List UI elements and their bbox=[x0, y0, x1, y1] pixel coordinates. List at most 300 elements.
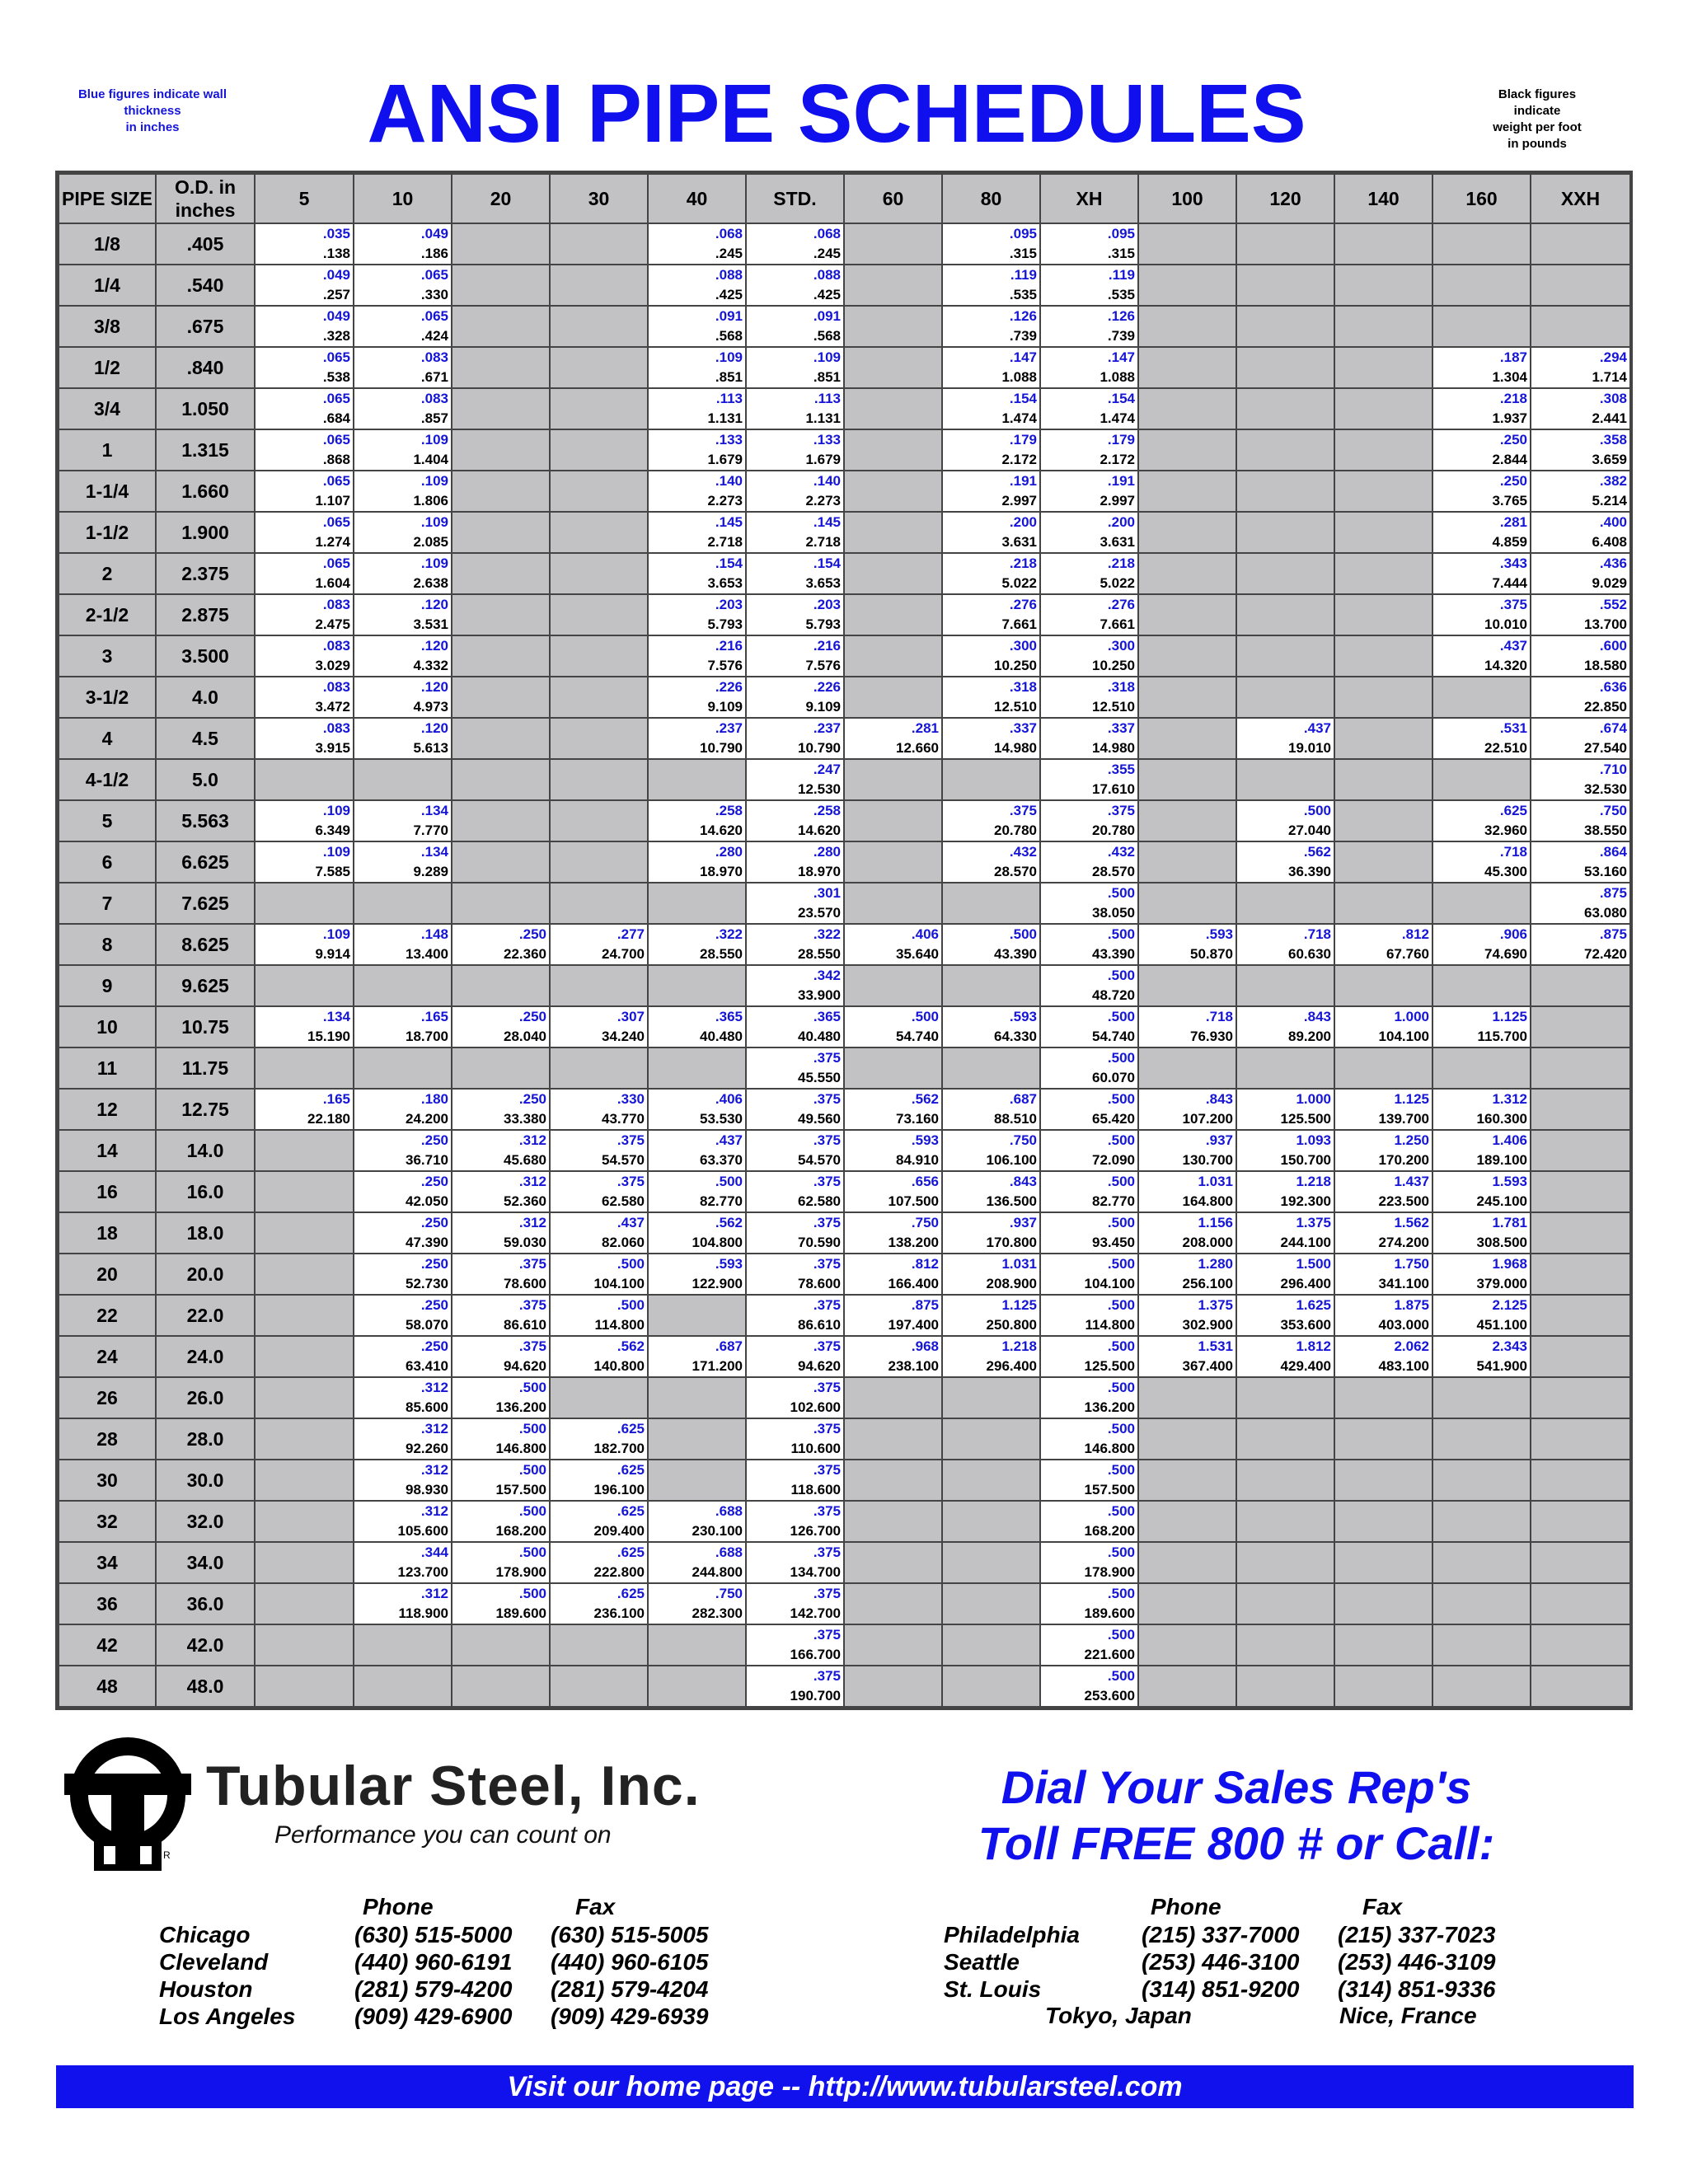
table-row bbox=[59, 1336, 1630, 1377]
schedule-cell bbox=[255, 635, 354, 677]
weight-per-foot: 35.640 bbox=[896, 946, 939, 962]
schedule-cell-empty bbox=[1138, 1624, 1236, 1666]
schedule-cell-empty bbox=[844, 965, 942, 1006]
weight-per-foot: 296.400 bbox=[1280, 1276, 1331, 1291]
homepage-link-text[interactable]: Visit our home page -- http://www.tubularsteel.com bbox=[507, 2071, 1183, 2102]
weight-per-foot: 2.718 bbox=[805, 534, 841, 550]
weight-per-foot: .535 bbox=[1107, 287, 1135, 302]
wall-thickness: .593 bbox=[911, 1132, 939, 1148]
schedule-cell bbox=[746, 388, 844, 429]
wall-thickness: .375 bbox=[813, 1050, 841, 1066]
weight-per-foot: 190.700 bbox=[790, 1688, 841, 1704]
wall-thickness: .109 bbox=[322, 844, 350, 860]
outer-diameter-cell: 2.875 bbox=[156, 594, 255, 635]
weight-per-foot: 6.408 bbox=[1592, 534, 1627, 550]
schedule-cell-empty bbox=[1531, 1295, 1630, 1336]
schedule-cell-empty bbox=[255, 1418, 354, 1460]
wall-thickness: .113 bbox=[814, 391, 841, 406]
wall-thickness: .343 bbox=[1499, 555, 1527, 571]
schedule-cell bbox=[1432, 429, 1531, 471]
outer-diameter-cell: 7.625 bbox=[156, 883, 255, 924]
weight-per-foot: 17.610 bbox=[1092, 781, 1135, 797]
schedule-cell-empty bbox=[942, 1460, 1040, 1501]
schedule-cell-empty bbox=[1334, 1418, 1432, 1460]
schedule-cell bbox=[746, 965, 844, 1006]
schedule-cell-empty bbox=[844, 1460, 942, 1501]
weight-per-foot: 38.050 bbox=[1092, 905, 1135, 921]
wall-thickness: .187 bbox=[1499, 349, 1527, 365]
schedule-cell bbox=[255, 471, 354, 512]
schedule-cell bbox=[1334, 1006, 1432, 1047]
weight-per-foot: .245 bbox=[813, 246, 841, 261]
schedule-cell-empty bbox=[452, 347, 550, 388]
weight-per-foot: 140.800 bbox=[593, 1358, 645, 1374]
schedule-cell-empty bbox=[844, 759, 942, 800]
weight-per-foot: 78.600 bbox=[798, 1276, 841, 1291]
weight-per-foot: 70.590 bbox=[798, 1235, 841, 1250]
schedule-cell-empty bbox=[844, 1047, 942, 1089]
schedule-cell bbox=[354, 306, 452, 347]
wall-thickness: .500 bbox=[715, 1174, 743, 1189]
outer-diameter-cell: 28.0 bbox=[156, 1418, 255, 1460]
wall-thickness: .083 bbox=[322, 720, 350, 736]
office-phone: (909) 429-6900 bbox=[354, 2004, 513, 2029]
weight-per-foot: 2.441 bbox=[1592, 410, 1627, 426]
wall-thickness: .237 bbox=[813, 720, 841, 736]
wall-thickness: .375 bbox=[518, 1338, 546, 1354]
schedule-cell bbox=[648, 429, 746, 471]
outer-diameter-cell: 12.75 bbox=[156, 1089, 255, 1130]
schedule-cell bbox=[1040, 1130, 1138, 1171]
schedule-cell-empty bbox=[1531, 1130, 1630, 1171]
column-header: 30 bbox=[550, 174, 648, 223]
schedule-cell bbox=[942, 635, 1040, 677]
wall-thickness: .500 bbox=[1107, 1174, 1135, 1189]
weight-per-foot: 189.100 bbox=[1476, 1152, 1527, 1168]
table-header-row bbox=[59, 174, 1630, 223]
wall-thickness: .140 bbox=[715, 473, 743, 489]
wall-thickness: .625 bbox=[1499, 803, 1527, 818]
schedule-cell-empty bbox=[844, 800, 942, 841]
wall-thickness: .625 bbox=[617, 1503, 645, 1519]
schedule-cell bbox=[354, 841, 452, 883]
weight-per-foot: 10.790 bbox=[700, 740, 743, 756]
office-phone: (281) 579-4200 bbox=[354, 1976, 513, 2002]
weight-per-foot: 14.320 bbox=[1484, 658, 1527, 673]
table-row bbox=[59, 883, 1630, 924]
wall-thickness: .250 bbox=[420, 1256, 448, 1272]
schedule-cell bbox=[1236, 1006, 1334, 1047]
weight-per-foot: 5.022 bbox=[1100, 575, 1135, 591]
wall-thickness: .065 bbox=[420, 267, 448, 283]
outer-diameter-cell: 4.5 bbox=[156, 718, 255, 759]
pipe-size-cell: 34 bbox=[59, 1542, 156, 1583]
weight-per-foot: 164.800 bbox=[1182, 1193, 1233, 1209]
pipe-size-cell: 20 bbox=[59, 1254, 156, 1295]
schedule-cell bbox=[942, 1336, 1040, 1377]
legend-wall-line: Blue figures indicate wall bbox=[77, 87, 227, 101]
schedule-cell-empty bbox=[1334, 512, 1432, 553]
office-city: Cleveland bbox=[159, 1949, 269, 1975]
schedule-cell bbox=[746, 553, 844, 594]
schedule-cell bbox=[1236, 1171, 1334, 1212]
weight-per-foot: 3.653 bbox=[707, 575, 743, 591]
schedule-cell-empty bbox=[1138, 677, 1236, 718]
schedule-cell-empty bbox=[1334, 306, 1432, 347]
schedule-cell-empty bbox=[452, 429, 550, 471]
wall-thickness: .342 bbox=[813, 968, 841, 983]
office-city: Philadelphia bbox=[944, 1922, 1080, 1947]
phone-header-left: Phone bbox=[363, 1894, 434, 1919]
weight-per-foot: 43.770 bbox=[602, 1111, 645, 1127]
schedule-cell-empty bbox=[1138, 1666, 1236, 1707]
table-row bbox=[59, 471, 1630, 512]
weight-per-foot: 28.550 bbox=[798, 946, 841, 962]
pipe-size-cell: 42 bbox=[59, 1624, 156, 1666]
schedule-cell bbox=[746, 306, 844, 347]
schedule-cell-empty bbox=[1334, 841, 1432, 883]
schedule-cell bbox=[746, 594, 844, 635]
weight-per-foot: 250.800 bbox=[986, 1317, 1037, 1333]
schedule-cell bbox=[550, 1583, 648, 1624]
wall-thickness: .250 bbox=[518, 1091, 546, 1107]
wall-thickness: .307 bbox=[617, 1009, 645, 1024]
schedule-cell bbox=[255, 594, 354, 635]
schedule-cell-empty bbox=[1334, 635, 1432, 677]
schedule-cell-empty bbox=[1138, 594, 1236, 635]
weight-per-foot: 2.718 bbox=[707, 534, 743, 550]
weight-per-foot: .851 bbox=[813, 369, 841, 385]
schedule-cell-empty bbox=[1334, 1377, 1432, 1418]
schedule-cell bbox=[844, 718, 942, 759]
outer-diameter-cell: 8.625 bbox=[156, 924, 255, 965]
table-row bbox=[59, 1006, 1630, 1047]
weight-per-foot: 170.800 bbox=[986, 1235, 1037, 1250]
weight-per-foot: 189.600 bbox=[1084, 1605, 1135, 1621]
outer-diameter-cell: 5.0 bbox=[156, 759, 255, 800]
weight-per-foot: 5.793 bbox=[707, 616, 743, 632]
pipe-size-cell: 9 bbox=[59, 965, 156, 1006]
schedule-cell bbox=[452, 1501, 550, 1542]
weight-per-foot: 1.604 bbox=[315, 575, 350, 591]
wall-thickness: .281 bbox=[1499, 514, 1527, 530]
fax-header-left: Fax bbox=[575, 1894, 616, 1919]
schedule-cell bbox=[1531, 512, 1630, 553]
wall-thickness: 1.375 bbox=[1296, 1215, 1331, 1230]
schedule-cell-empty bbox=[648, 1666, 746, 1707]
weight-per-foot: 76.930 bbox=[1190, 1029, 1233, 1044]
schedule-cell bbox=[648, 471, 746, 512]
weight-per-foot: 208.900 bbox=[986, 1276, 1037, 1291]
schedule-cell-empty bbox=[844, 388, 942, 429]
weight-per-foot: 110.600 bbox=[790, 1441, 841, 1456]
pipe-schedule-table bbox=[58, 173, 1631, 1708]
office-city: St. Louis bbox=[944, 1976, 1042, 2002]
schedule-cell bbox=[942, 265, 1040, 306]
wall-thickness: .226 bbox=[813, 679, 841, 695]
schedule-cell-empty bbox=[1334, 800, 1432, 841]
wall-thickness: .500 bbox=[617, 1256, 645, 1272]
wall-thickness: .191 bbox=[1107, 473, 1135, 489]
weight-per-foot: 1.304 bbox=[1492, 369, 1527, 385]
wall-thickness: .500 bbox=[518, 1544, 546, 1560]
schedule-cell-empty bbox=[844, 471, 942, 512]
wall-thickness: 1.218 bbox=[1001, 1338, 1037, 1354]
wall-thickness: .218 bbox=[1107, 555, 1135, 571]
schedule-cell-empty bbox=[452, 759, 550, 800]
wall-thickness: .330 bbox=[617, 1091, 645, 1107]
schedule-cell bbox=[746, 429, 844, 471]
wall-thickness: .203 bbox=[813, 597, 841, 612]
weight-per-foot: .739 bbox=[1107, 328, 1135, 344]
wall-thickness: .312 bbox=[518, 1174, 546, 1189]
schedule-cell-empty bbox=[1531, 1624, 1630, 1666]
wall-thickness: .226 bbox=[715, 679, 743, 695]
schedule-cell-empty bbox=[1432, 883, 1531, 924]
wall-thickness: .500 bbox=[1107, 1544, 1135, 1560]
pipe-schedule-table-frame bbox=[55, 171, 1633, 1710]
office-city-nice: Nice, France bbox=[1339, 2003, 1477, 2028]
weight-per-foot: 160.300 bbox=[1476, 1111, 1527, 1127]
office-city: Los Angeles bbox=[159, 2004, 296, 2029]
schedule-cell bbox=[255, 553, 354, 594]
schedule-cell bbox=[844, 924, 942, 965]
wall-thickness: .065 bbox=[420, 308, 448, 324]
schedule-cell-empty bbox=[844, 347, 942, 388]
schedule-cell-empty bbox=[452, 635, 550, 677]
schedule-cell-empty bbox=[844, 841, 942, 883]
wall-thickness: .312 bbox=[420, 1503, 448, 1519]
schedule-cell bbox=[648, 1212, 746, 1254]
wall-thickness: .119 bbox=[1108, 267, 1135, 283]
wall-thickness: .126 bbox=[1107, 308, 1135, 324]
schedule-cell-empty bbox=[1531, 1418, 1630, 1460]
wall-thickness: .133 bbox=[715, 432, 743, 448]
wall-thickness: .500 bbox=[1107, 1421, 1135, 1436]
weight-per-foot: 122.900 bbox=[692, 1276, 743, 1291]
schedule-cell-empty bbox=[255, 1377, 354, 1418]
wall-thickness: .250 bbox=[420, 1338, 448, 1354]
schedule-cell bbox=[255, 429, 354, 471]
phone-header-right: Phone bbox=[1151, 1894, 1221, 1919]
schedule-cell bbox=[648, 347, 746, 388]
wall-thickness: .625 bbox=[617, 1462, 645, 1478]
wall-thickness: 1.406 bbox=[1492, 1132, 1527, 1148]
wall-thickness: .049 bbox=[322, 267, 350, 283]
weight-per-foot: 27.040 bbox=[1288, 823, 1331, 838]
weight-per-foot: 15.190 bbox=[307, 1029, 350, 1044]
table-row bbox=[59, 1377, 1630, 1418]
wall-thickness: .109 bbox=[322, 803, 350, 818]
wall-thickness: 1.125 bbox=[1001, 1297, 1037, 1313]
schedule-cell bbox=[1432, 635, 1531, 677]
weight-per-foot: 168.200 bbox=[1084, 1523, 1135, 1539]
weight-per-foot: 223.500 bbox=[1378, 1193, 1429, 1209]
schedule-cell bbox=[1040, 429, 1138, 471]
schedule-cell bbox=[746, 635, 844, 677]
schedule-cell bbox=[942, 553, 1040, 594]
schedule-cell-empty bbox=[1236, 512, 1334, 553]
schedule-cell-empty bbox=[942, 1624, 1040, 1666]
schedule-cell-empty bbox=[1334, 471, 1432, 512]
schedule-cell-empty bbox=[1138, 965, 1236, 1006]
wall-thickness: 2.125 bbox=[1492, 1297, 1527, 1313]
schedule-cell bbox=[648, 1171, 746, 1212]
schedule-cell bbox=[1531, 635, 1630, 677]
weight-per-foot: 3.653 bbox=[805, 575, 841, 591]
wall-thickness: .065 bbox=[322, 349, 350, 365]
weight-per-foot: 104.100 bbox=[1378, 1029, 1429, 1044]
schedule-cell bbox=[1138, 924, 1236, 965]
table-row bbox=[59, 1047, 1630, 1089]
weight-per-foot: 136.200 bbox=[495, 1399, 546, 1415]
weight-per-foot: 43.390 bbox=[994, 946, 1037, 962]
schedule-cell-empty bbox=[550, 718, 648, 759]
schedule-cell bbox=[746, 1583, 844, 1624]
company-slogan: Performance you can count on bbox=[274, 1821, 612, 1849]
schedule-cell bbox=[1334, 1130, 1432, 1171]
weight-per-foot: 52.730 bbox=[406, 1276, 448, 1291]
wall-thickness: .843 bbox=[1205, 1091, 1233, 1107]
wall-thickness: .500 bbox=[1107, 1586, 1135, 1601]
weight-per-foot: 118.900 bbox=[398, 1605, 448, 1621]
schedule-cell-empty bbox=[1138, 471, 1236, 512]
schedule-cell bbox=[844, 1006, 942, 1047]
weight-per-foot: 253.600 bbox=[1084, 1688, 1135, 1704]
table-row bbox=[59, 759, 1630, 800]
wall-thickness: .500 bbox=[1107, 1338, 1135, 1354]
weight-per-foot: .315 bbox=[1009, 246, 1037, 261]
table-row bbox=[59, 800, 1630, 841]
wall-thickness: .375 bbox=[813, 1503, 841, 1519]
wall-thickness: 1.875 bbox=[1394, 1297, 1429, 1313]
office-fax: (909) 429-6939 bbox=[551, 2004, 709, 2029]
wall-thickness: .812 bbox=[1401, 926, 1429, 942]
wall-thickness: .276 bbox=[1009, 597, 1037, 612]
weight-per-foot: 32.960 bbox=[1484, 823, 1527, 838]
schedule-cell bbox=[1531, 924, 1630, 965]
schedule-cell bbox=[1138, 1295, 1236, 1336]
wall-thickness: .091 bbox=[813, 308, 841, 324]
outer-diameter-cell: 6.625 bbox=[156, 841, 255, 883]
wall-thickness: .562 bbox=[911, 1091, 939, 1107]
column-header: 160 bbox=[1432, 174, 1531, 223]
schedule-cell-empty bbox=[255, 1501, 354, 1542]
schedule-cell-empty bbox=[1531, 1377, 1630, 1418]
weight-per-foot: 60.070 bbox=[1092, 1070, 1135, 1085]
schedule-cell bbox=[1040, 1047, 1138, 1089]
schedule-cell bbox=[942, 718, 1040, 759]
wall-thickness: .049 bbox=[420, 226, 448, 241]
schedule-cell bbox=[648, 265, 746, 306]
schedule-cell-empty bbox=[452, 1666, 550, 1707]
legend-wall-note bbox=[49, 87, 256, 136]
weight-per-foot: 429.400 bbox=[1280, 1358, 1331, 1374]
weight-per-foot: 52.360 bbox=[504, 1193, 546, 1209]
wall-thickness: 1.625 bbox=[1296, 1297, 1331, 1313]
weight-per-foot: 28.570 bbox=[1092, 864, 1135, 879]
column-header: 40 bbox=[648, 174, 746, 223]
table-row bbox=[59, 1418, 1630, 1460]
wall-thickness: .134 bbox=[420, 803, 448, 818]
outer-diameter-cell: 34.0 bbox=[156, 1542, 255, 1583]
wall-thickness: .375 bbox=[1009, 803, 1037, 818]
schedule-cell bbox=[746, 1171, 844, 1212]
schedule-cell bbox=[1531, 429, 1630, 471]
schedule-cell-empty bbox=[452, 1047, 550, 1089]
schedule-cell-empty bbox=[1138, 1377, 1236, 1418]
weight-per-foot: 72.420 bbox=[1584, 946, 1627, 962]
homepage-link-bar[interactable] bbox=[56, 2065, 1634, 2108]
schedule-cell bbox=[648, 553, 746, 594]
wall-thickness: .191 bbox=[1009, 473, 1037, 489]
schedule-cell-empty bbox=[1236, 306, 1334, 347]
wall-thickness: .500 bbox=[1107, 1009, 1135, 1024]
schedule-cell-empty bbox=[1531, 1501, 1630, 1542]
wall-thickness: .126 bbox=[1009, 308, 1037, 324]
schedule-cell bbox=[1040, 1089, 1138, 1130]
schedule-cell-empty bbox=[1138, 553, 1236, 594]
schedule-cell bbox=[1040, 759, 1138, 800]
weight-per-foot: 157.500 bbox=[495, 1482, 546, 1497]
weight-per-foot: .425 bbox=[813, 287, 841, 302]
weight-per-foot: 92.260 bbox=[406, 1441, 448, 1456]
weight-per-foot: 136.200 bbox=[1084, 1399, 1135, 1415]
weight-per-foot: .257 bbox=[322, 287, 350, 302]
schedule-cell bbox=[1040, 512, 1138, 553]
wall-thickness: .875 bbox=[911, 1297, 939, 1313]
schedule-cell-empty bbox=[1236, 1047, 1334, 1089]
weight-per-foot: 42.050 bbox=[406, 1193, 448, 1209]
pipe-size-cell: 32 bbox=[59, 1501, 156, 1542]
schedule-cell-empty bbox=[1138, 883, 1236, 924]
wall-thickness: .318 bbox=[1009, 679, 1037, 695]
wall-thickness: .593 bbox=[715, 1256, 743, 1272]
schedule-cell bbox=[1432, 800, 1531, 841]
wall-thickness: .365 bbox=[715, 1009, 743, 1024]
weight-per-foot: 3.631 bbox=[1001, 534, 1037, 550]
schedule-cell-empty bbox=[1236, 1666, 1334, 1707]
schedule-cell bbox=[942, 512, 1040, 553]
schedule-cell-empty bbox=[1138, 1542, 1236, 1583]
wall-thickness: .318 bbox=[1107, 679, 1135, 695]
schedule-cell bbox=[746, 471, 844, 512]
wall-thickness: .068 bbox=[715, 226, 743, 241]
schedule-cell-empty bbox=[550, 471, 648, 512]
schedule-cell-empty bbox=[1138, 223, 1236, 265]
schedule-cell bbox=[746, 1089, 844, 1130]
schedule-cell bbox=[746, 924, 844, 965]
schedule-cell-empty bbox=[1432, 1418, 1531, 1460]
schedule-cell bbox=[354, 1006, 452, 1047]
weight-per-foot: .568 bbox=[813, 328, 841, 344]
schedule-cell bbox=[844, 1130, 942, 1171]
weight-per-foot: 5.793 bbox=[805, 616, 841, 632]
wall-thickness: .065 bbox=[322, 514, 350, 530]
outer-diameter-cell: 3.500 bbox=[156, 635, 255, 677]
schedule-cell-empty bbox=[1432, 1047, 1531, 1089]
pipe-size-cell: 1-1/4 bbox=[59, 471, 156, 512]
wall-thickness: .091 bbox=[715, 308, 743, 324]
wall-thickness: .200 bbox=[1009, 514, 1037, 530]
table-row bbox=[59, 223, 1630, 265]
wall-thickness: .562 bbox=[1303, 844, 1331, 860]
weight-per-foot: 82.770 bbox=[700, 1193, 743, 1209]
schedule-cell bbox=[452, 1295, 550, 1336]
weight-per-foot: 33.900 bbox=[798, 987, 841, 1003]
schedule-cell-empty bbox=[942, 759, 1040, 800]
outer-diameter-cell: .405 bbox=[156, 223, 255, 265]
